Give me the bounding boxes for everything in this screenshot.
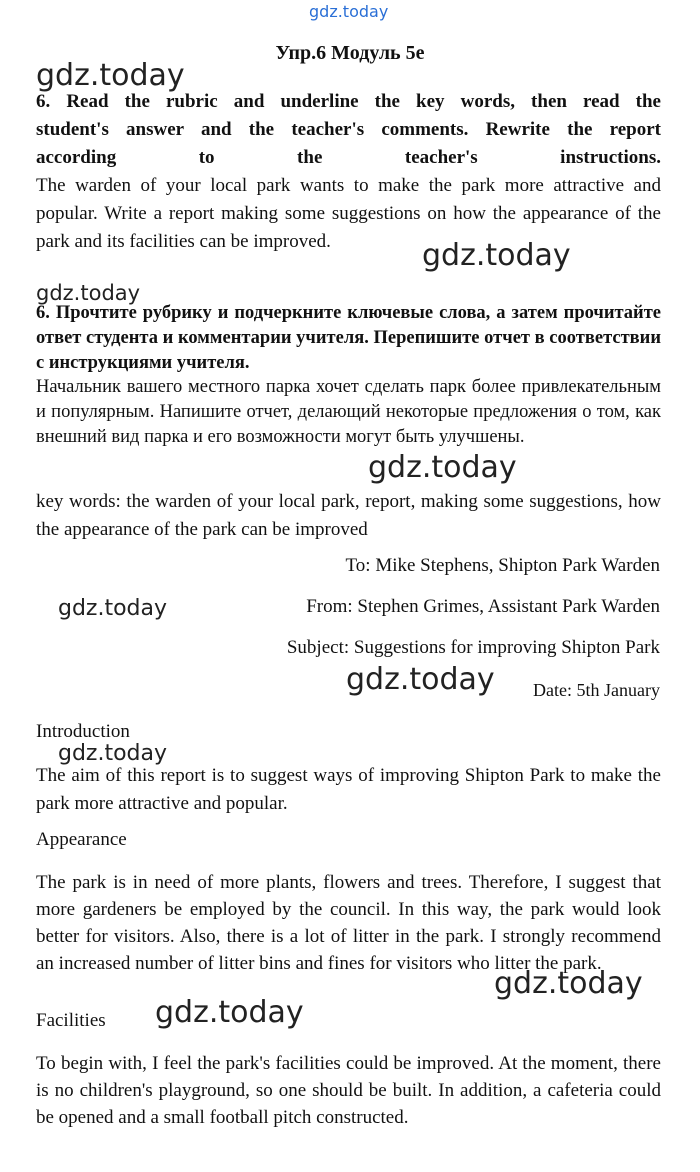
section-heading-appearance: Appearance [36, 829, 127, 850]
memo-subject: Subject: Suggestions for improving Shipton Park [286, 637, 660, 658]
memo-to: To: Mike Stephens, Shipton Park Warden [345, 555, 660, 576]
english-task-line-2: student's answer and the teacher's comments. Rewrite the report [36, 119, 661, 140]
section-text-facilities: To begin with, I feel the park's facilities could be improved. At the moment, there is no children's playground, so one should be built. In addition, a cafeteria could be opened and a small football pitch constructed. [36, 1053, 661, 1128]
section-text-appearance: The park is in need of more plants, flowers and trees. Therefore, I suggest that more gardeners be employed by the council. In this way, the park would look better for visitors. Also, there is a lot of litter in the park. I strongly recommend an increased number of litter bins and fines for visitors who litter the park. [36, 872, 661, 974]
watermark: gdz.today [422, 238, 571, 273]
watermark: gdz.today [36, 281, 141, 305]
english-task-line-3: according to the teacher's instructions. [36, 147, 661, 168]
russian-rubric: Начальник вашего местного парка хочет сделать парк более привлекательным и популярным. Напишите отчет, делающий некоторые предложения о том, как внешний вид парка и его возможности могут быть улучшены. [36, 377, 661, 447]
english-rubric: The warden of your local park wants to make the park more attractive and popular. Write a report making some suggestions on how the appearance of the park and its facilities can be improved. [36, 175, 661, 252]
page-title: Упр.6 Модуль 5e [275, 42, 425, 64]
watermark: gdz.today [36, 58, 185, 93]
watermark-top: gdz.today [309, 2, 389, 21]
russian-task: 6. Прочтите рубрику и подчеркните ключевые слова, а затем прочитайте ответ студента и комментарии учителя. Перепишите отчет в соответствии с инструкциями учителя. [36, 303, 661, 373]
section-heading-facilities: Facilities [36, 1010, 106, 1031]
watermark: gdz.today [155, 995, 304, 1030]
memo-from: From: Stephen Grimes, Assistant Park Warden [306, 596, 660, 617]
watermark: gdz.today [368, 450, 517, 485]
watermark: gdz.today [58, 741, 168, 766]
english-task-line-1: 6. Read the rubric and underline the key words, then read the [36, 91, 661, 112]
section-text-introduction: The aim of this report is to suggest ways of improving Shipton Park to make the park more attractive and popular. [36, 765, 661, 814]
section-heading-introduction: Introduction [36, 721, 130, 742]
key-words: key words: the warden of your local park, report, making some suggestions, how the appearance of the park can be improved [36, 491, 661, 540]
memo-date: Date: 5th January [533, 680, 660, 700]
watermark: gdz.today [58, 596, 168, 621]
watermark: gdz.today [494, 966, 643, 1001]
watermark: gdz.today [346, 662, 495, 697]
